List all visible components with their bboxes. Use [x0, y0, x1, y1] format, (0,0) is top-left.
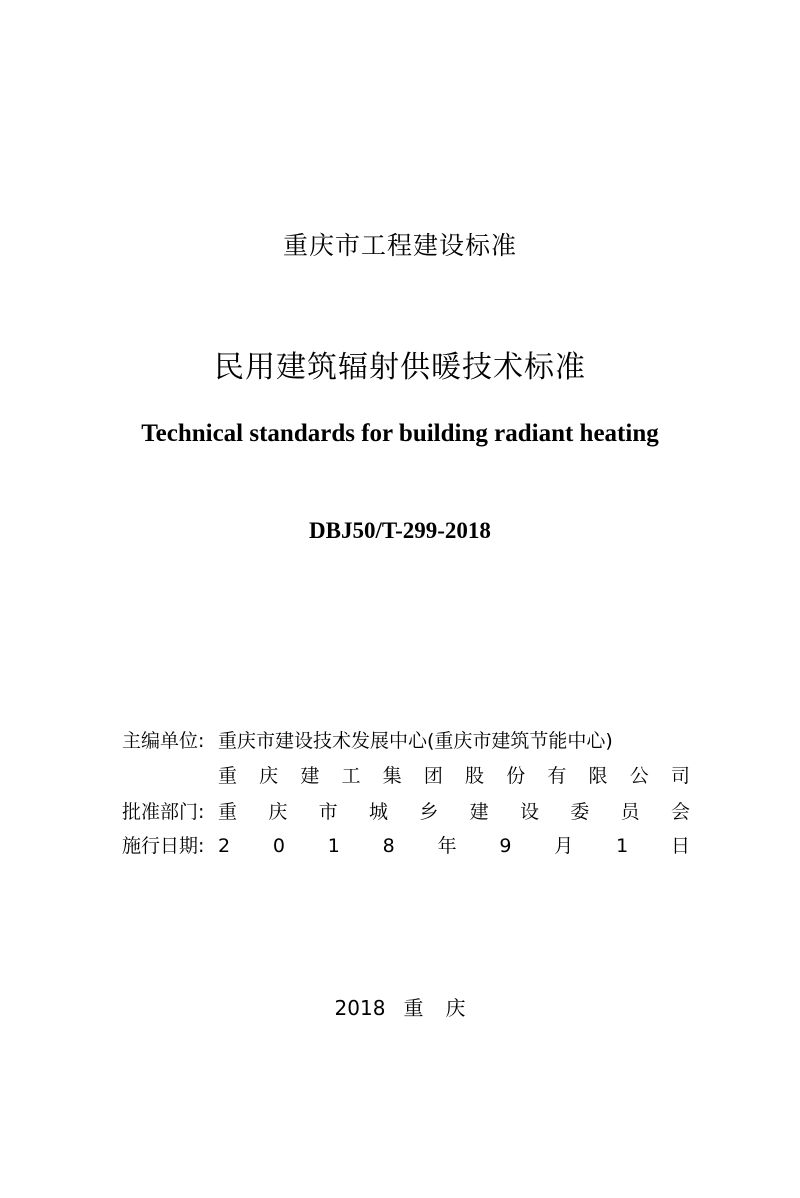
publication-footer	[0, 992, 800, 1021]
publication-year: 2018	[334, 996, 386, 1020]
effective-date-row	[122, 831, 690, 861]
publication-place-char-2: 庆	[445, 996, 466, 1020]
document-title-en: Technical standards for building radiant heating	[141, 420, 659, 447]
series-title: 重庆市工程建设标准	[282, 231, 517, 260]
standard-code: DBJ50/T-299-2018	[309, 518, 491, 543]
document-title-cn: 民用建筑辐射供暖技术标准	[214, 350, 586, 385]
editor-row	[122, 726, 613, 756]
editor-unit-2: 重 庆 建 工 集 团 股 份 有 限 公 司	[218, 765, 690, 787]
approver-value: 重 庆 市 城 乡 建 设 委 员 会	[218, 801, 690, 823]
editor-label-spacer	[122, 761, 218, 791]
approver-label: 批准部门:	[122, 801, 205, 823]
approver-row	[122, 797, 690, 827]
editor-row-2	[122, 761, 690, 791]
editor-unit-1: 重庆市建设技术发展中心(重庆市建筑节能中心)	[218, 730, 613, 752]
effective-date-label: 施行日期:	[122, 835, 205, 857]
publication-place-char-1: 重	[403, 996, 424, 1020]
effective-date-value: 2 0 1 8 年 9 月 1 日	[218, 835, 690, 857]
editor-label: 主编单位:	[122, 730, 205, 752]
